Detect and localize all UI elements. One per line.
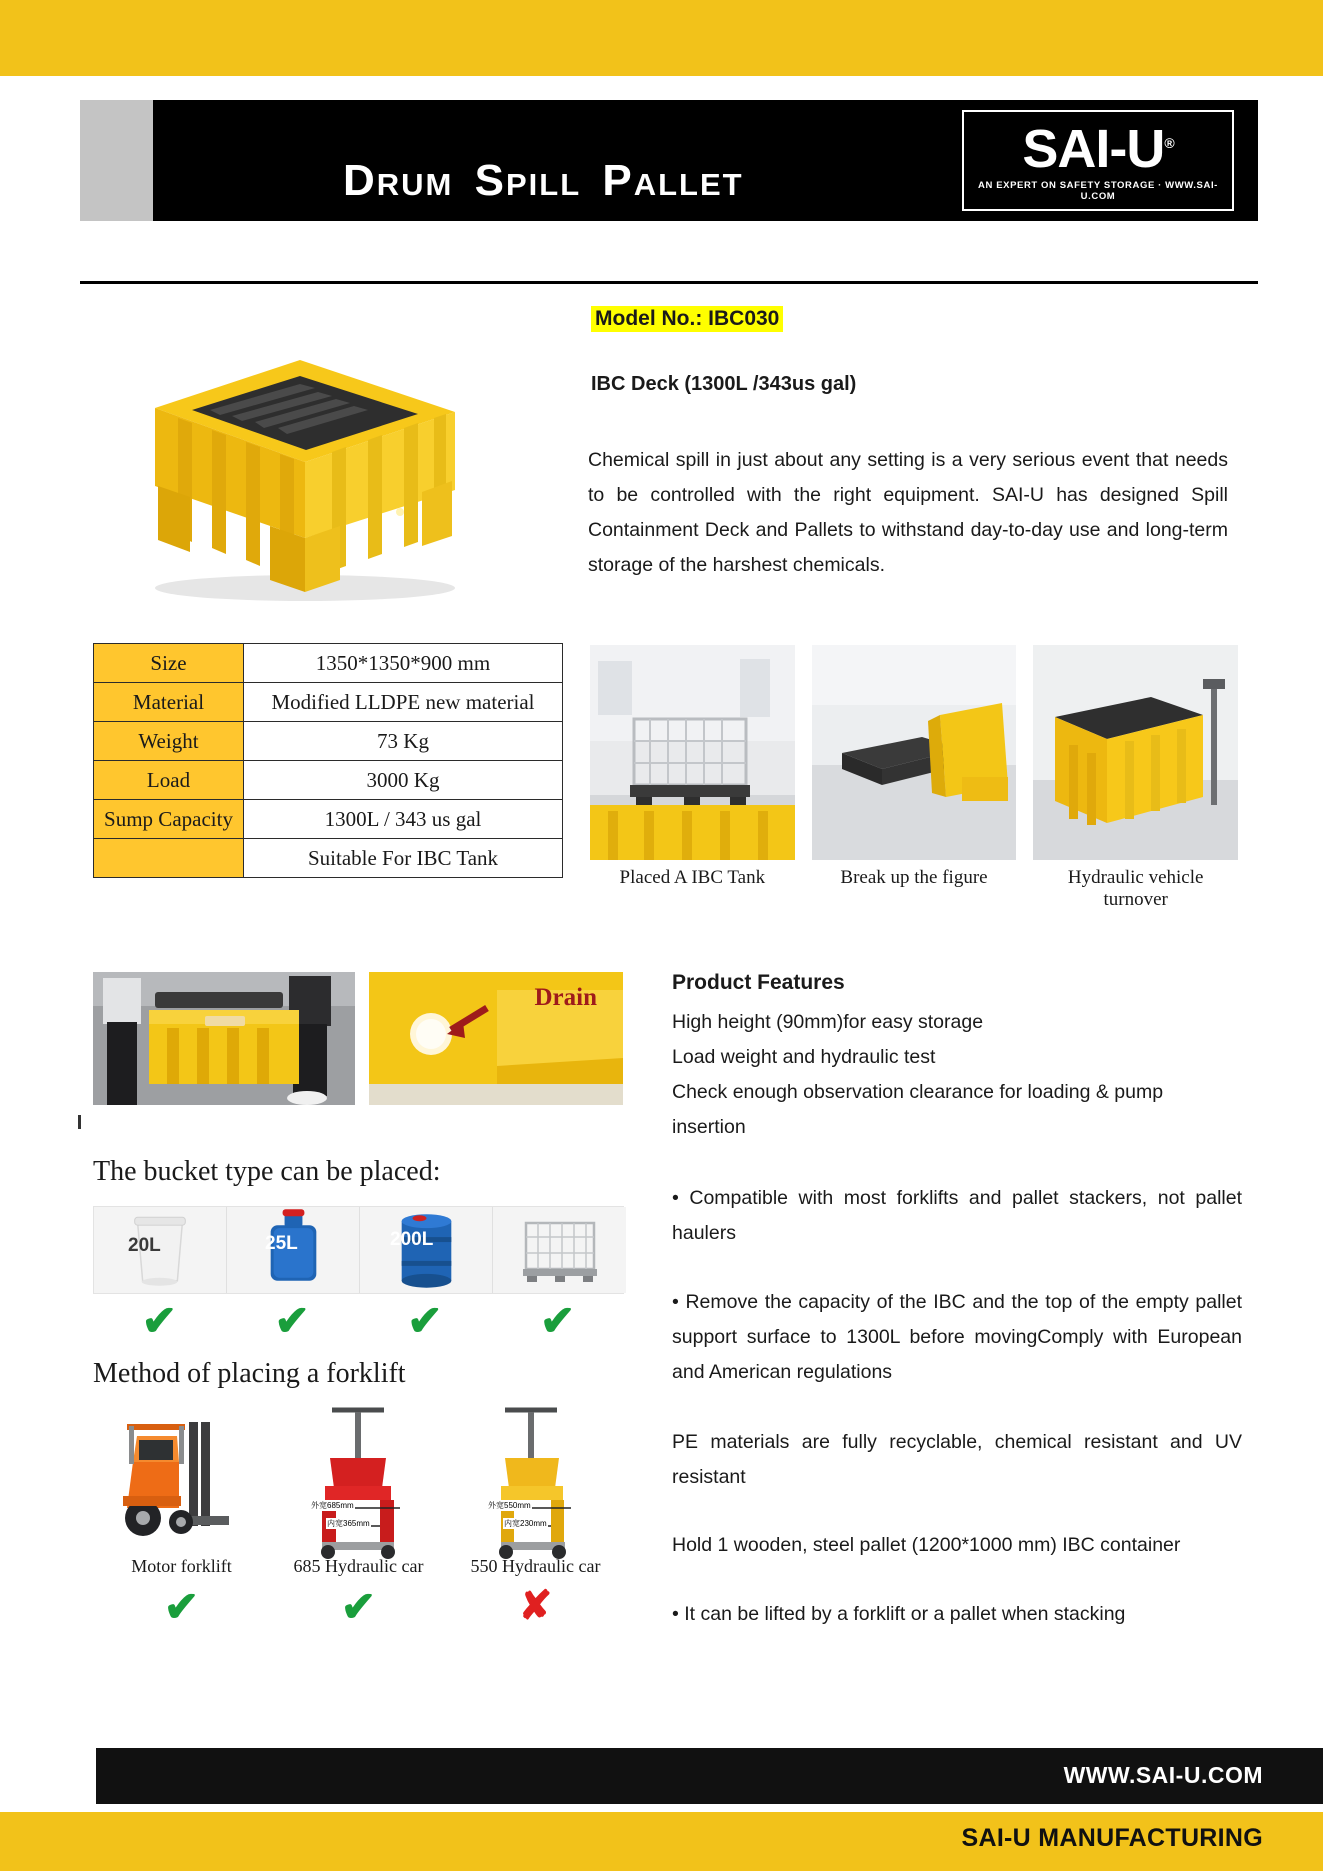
- top-yellow-band: [0, 0, 1323, 76]
- application-photo-strip: [590, 645, 1238, 860]
- bucket-section-heading: The bucket type can be placed:: [93, 1156, 441, 1187]
- photo-caption-1: Placed A IBC Tank: [619, 867, 766, 888]
- forklift-dim-inner-550: 内宽230mm: [504, 1519, 547, 1528]
- spec-label: Weight: [94, 722, 244, 761]
- bucket-check-4: [491, 1297, 624, 1344]
- spec-row: [94, 644, 563, 683]
- spec-label: Material: [94, 683, 244, 722]
- logo-wordmark: [964, 118, 1232, 180]
- spec-value: 1350*1350*900 mm: [244, 644, 563, 683]
- photo-pallet-with-people: [93, 972, 355, 1105]
- spec-label: Sump Capacity: [94, 800, 244, 839]
- forklift-cell-685: [270, 1400, 447, 1560]
- margin-tick-mark: [78, 1115, 81, 1129]
- forklift-cell-550: [447, 1400, 624, 1560]
- hero-product-image: [100, 320, 500, 610]
- bucket-check-3: [359, 1297, 492, 1344]
- spec-value: Modified LLDPE new material: [244, 683, 563, 722]
- drain-label: Drain: [534, 984, 597, 1011]
- spec-value: 1300L / 343 us gal: [244, 800, 563, 839]
- footer-brand-name: SAI-U MANUFACTURING: [961, 1824, 1263, 1852]
- header-black-band: [153, 100, 1258, 221]
- forklift-caption-1: Motor forklift: [131, 1556, 232, 1576]
- page-title: DRUM SPILL PALLET: [343, 156, 744, 205]
- spec-label: Load: [94, 761, 244, 800]
- logo-tagline: AN EXPERT ON SAFETY STORAGE · WWW.SAI-U.COM: [978, 180, 1218, 202]
- check-icon: ✔: [274, 1297, 310, 1344]
- forklift-section-heading: Method of placing a forklift: [93, 1358, 406, 1389]
- spec-label: Size: [94, 644, 244, 683]
- spec-value: Suitable For IBC Tank: [244, 839, 563, 878]
- check-icon: ✔: [163, 1583, 200, 1630]
- forklift-caption-3: 550 Hydraulic car: [470, 1556, 601, 1576]
- check-icon: ✔: [340, 1583, 377, 1630]
- product-description: Chemical spill in just about any setting is a very serious event that needs to be controlled with the right equipment. SAI-U has designed Spill Containment Deck and Pallets to withstand day-to-day use and long-term storage of the harshest chemicals.: [588, 449, 1228, 576]
- bucket-cell-25l: [227, 1207, 360, 1293]
- feature-paragraph-4: Hold 1 wooden, steel pallet (1200*1000 mm) IBC container: [672, 1534, 1181, 1556]
- photo-hydraulic-vehicle-turnover: [1033, 645, 1238, 860]
- page-header: [80, 76, 1258, 245]
- feature-line-1: High height (90mm)for easy storage: [672, 1011, 984, 1033]
- photo-drain-detail: [369, 972, 623, 1105]
- bucket-cell-200l: [360, 1207, 493, 1293]
- application-photo-captions: [590, 867, 1238, 911]
- forklift-captions: [93, 1556, 624, 1577]
- photo-caption-3: Hydraulic vehicle turnover: [1067, 867, 1204, 910]
- forklift-dim-outer-550: 外宽550mm: [488, 1501, 531, 1510]
- check-icon: ✔: [540, 1297, 576, 1344]
- feature-line-3: Check enough observation clearance for loading & pump insertion: [672, 1081, 1164, 1138]
- specification-table: [93, 643, 563, 878]
- bucket-check-1: [93, 1297, 226, 1344]
- spec-value: 3000 Kg: [244, 761, 563, 800]
- logo-text-value: SAI-U: [1022, 119, 1165, 179]
- forklift-caption-2: 685 Hydraulic car: [293, 1556, 424, 1576]
- sai-u-logo: [962, 110, 1234, 211]
- bucket-capacity-25l: 25L: [265, 1233, 298, 1254]
- feature-paragraph-2: • Remove the capacity of the IBC and the top of the empty pallet support surface to 1300L before movingComply with European and American regulations: [672, 1291, 1242, 1383]
- model-number-badge: Model No.: IBC030: [591, 306, 783, 332]
- forklift-image-row: [93, 1400, 624, 1560]
- forklift-cell-motor: [93, 1400, 270, 1560]
- photo-caption-2: Break up the figure: [840, 867, 988, 888]
- product-subtitle: IBC Deck (1300L /343us gal): [591, 373, 857, 395]
- forklift-mark-row: [93, 1583, 624, 1630]
- spec-table-body: [94, 644, 563, 878]
- photo-break-up-figure: [812, 645, 1017, 860]
- bucket-check-row: [93, 1297, 624, 1344]
- features-lines: [672, 1005, 1242, 1145]
- bucket-type-row: [93, 1206, 624, 1294]
- spec-row: [94, 722, 563, 761]
- forklift-dim-inner-685: 内宽365mm: [327, 1519, 370, 1528]
- spec-label: [94, 839, 244, 878]
- feature-paragraph-5: • It can be lifted by a forklift or a pallet when stacking: [672, 1603, 1126, 1625]
- check-icon: ✔: [407, 1297, 443, 1344]
- spec-row: [94, 800, 563, 839]
- feature-line-2: Load weight and hydraulic test: [672, 1046, 936, 1068]
- bucket-cell-ibc: [493, 1207, 626, 1293]
- bucket-capacity-20l: 20L: [128, 1235, 161, 1256]
- cross-icon: ✘: [518, 1584, 553, 1628]
- photo-placed-ibc-tank: [590, 645, 795, 860]
- spec-row: [94, 761, 563, 800]
- forklift-mark-2: [270, 1583, 447, 1630]
- feature-paragraph-1: • Compatible with most forklifts and pallet stackers, not pallet haulers: [672, 1187, 1242, 1244]
- forklift-mark-1: [93, 1583, 270, 1630]
- spec-row: [94, 683, 563, 722]
- header-divider: [80, 281, 1258, 284]
- bucket-cell-20l: [94, 1207, 227, 1293]
- footer-website-url[interactable]: WWW.SAI-U.COM: [1063, 1762, 1263, 1788]
- bucket-capacity-200l: 200L: [390, 1229, 434, 1250]
- check-icon: ✔: [141, 1297, 177, 1344]
- features-title: Product Features: [672, 971, 845, 994]
- spec-row: [94, 839, 563, 878]
- registered-trademark-icon: ®: [1164, 135, 1174, 151]
- forklift-dim-outer-685: 外宽685mm: [311, 1501, 354, 1510]
- forklift-mark-3: [447, 1586, 624, 1628]
- feature-paragraph-3: PE materials are fully recyclable, chemical resistant and UV resistant: [672, 1431, 1242, 1488]
- spec-value: 73 Kg: [244, 722, 563, 761]
- bucket-check-2: [226, 1297, 359, 1344]
